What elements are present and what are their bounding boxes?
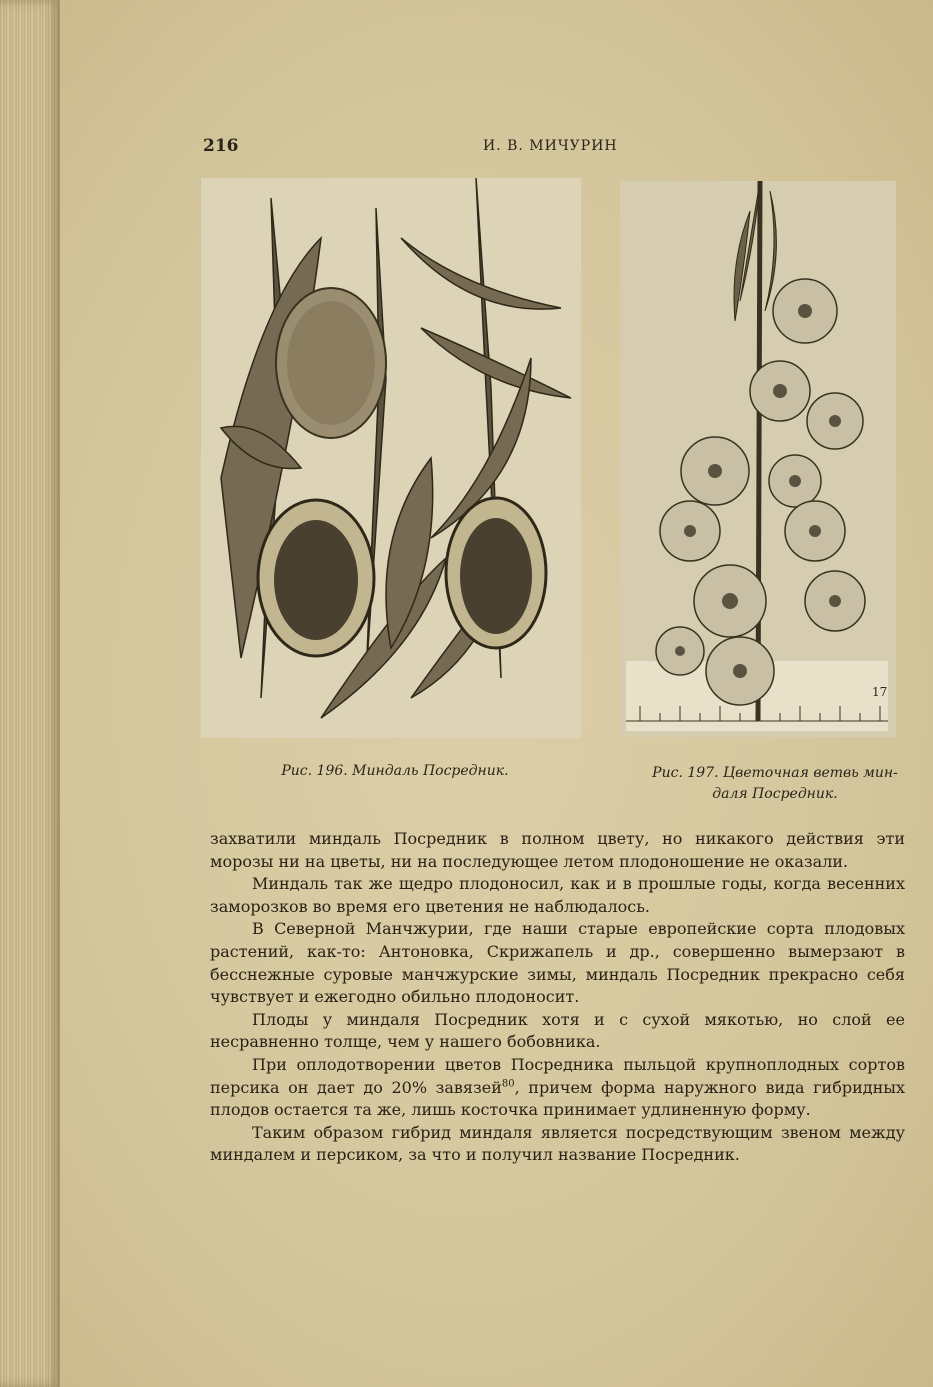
figure-197-caption-line1: Рис. 197. Цветочная ветвь мин- (652, 765, 898, 781)
figure-196-caption: Рис. 196. Миндаль Посредник. (281, 763, 509, 779)
paragraph: Плоды у миндаля Посредник хотя и с сухой мякотью, но слой ее несравненно толще, чем у нашего бобовника. (210, 1009, 905, 1052)
paragraph-text: , причем форма наружного вида гибридных плодов остается та же, лишь косточка принимает удлиненную форму. (210, 1077, 905, 1120)
ruler-label: 17 (872, 685, 888, 699)
page-number: 216 (203, 136, 239, 156)
running-head: И. В. МИЧУРИН (483, 138, 618, 154)
paragraph: Таким образом гибрид миндаля является посредствующим звеном между миндалем и персиком, за что и получил название Посредник. (210, 1122, 905, 1165)
figure-197-caption (640, 763, 910, 805)
page-edges (0, 0, 60, 1387)
figure-flowering-branch (620, 181, 896, 737)
figure-197-caption-line2: даля Посредник. (712, 786, 838, 802)
paragraph: В Северной Манчжурии, где наши старые европейские сорта плодовых растений, как-то: Антоновка, Скрижапель и др., совершенно вымерзают в бесснежные суровые манчжурские зимы, миндаль Посредник прекрасно себя чувствует и ежегодно обильно плодоносит. (210, 919, 905, 1007)
paragraph: захватили миндаль Посредник в полном цвету, но никакого действия эти морозы ни на цветы, ни на последующее летом плодоношение не оказали. (210, 829, 905, 871)
page-header (203, 136, 893, 158)
paragraph (210, 1054, 905, 1122)
paragraph: Миндаль так же щедро плодоносил, как и в прошлые годы, когда весенних заморозков во время его цветения не наблюдалось. (210, 874, 905, 916)
footnote-ref: 80 (501, 1078, 515, 1090)
body-text (210, 828, 905, 1167)
figure-almond-fruit (201, 178, 581, 738)
almond-fruit-illustration (201, 178, 581, 738)
paragraph-text: При оплодотворении цветов Посредника пыльцой крупноплодных сортов персика он дает до 20% завязей (210, 1054, 905, 1097)
flowering-branch-illustration (620, 181, 896, 737)
